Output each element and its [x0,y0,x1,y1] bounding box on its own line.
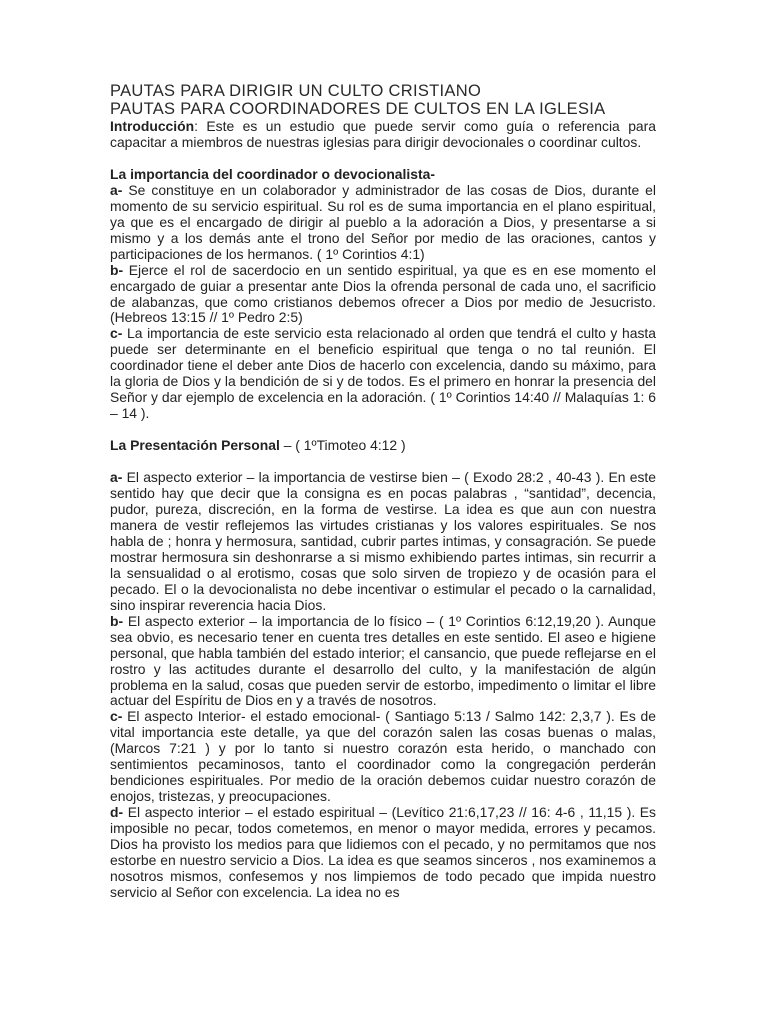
section1-item-a [110,183,656,263]
item-label: c- [110,708,123,725]
section2-item-d [110,805,656,901]
intro-paragraph [110,119,656,151]
item-label: c- [110,325,123,342]
item-text: El aspecto interior – el estado espiritual – (Levítico 21:6,17,23 // 16: 4-6 , 11,15 ). Es imposible no pecar, todos cometemos, en menor o mayor medida, errores y pecamos. Dios ha provisto los medios para que lidiemos con el pecado, y no permitamos que nos estorbe en nuestro servicio a Dios. La idea es que seamos sinceros , nos examinemos a nosotros mismos, confesemos y nos limpiemos de todo pecado que impida nuestro servicio al Señor con excelencia. La idea no es [110,804,656,900]
intro-label: Introducción [110,118,195,134]
section2-item-b [110,614,656,710]
section2-heading-ref: – ( 1ºTimoteo 4:12 ) [279,437,406,454]
item-text: El aspecto exterior – la importancia de lo físico – ( 1º Corintios 6:12,19,20 ). Aunque sea obvio, es necesario tener en cuenta tres detalles en este sentido. El aseo e higiene personal, que habla también del estado interior; el cansancio, que puede reflejarse en el rostro y las actitudes durante el desarrollo del culto, y la manifestación de algún problema en la salud, cosas que pueden servir de estorbo, impedimento o limitar el libre actuar del Espíritu de Dios en y a través de nosotros. [110,612,656,709]
item-label: d- [110,804,124,821]
item-text: Ejerce el rol de sacerdocio en un sentido espiritual, ya que es en ese momento el encargado de guiar a presentar ante Dios la ofrenda personal de cada uno, el sacrificio de alabanzas, que como cristianos debemos ofrecer a Dios por medio de Jesucristo. (Hebreos 13:15 // 1º Pedro 2:5) [110,261,656,326]
section1-item-c [110,326,656,422]
section2-heading: La Presentación Personal [110,437,280,454]
section2-item-c [110,709,656,805]
spacer [110,454,656,470]
item-label: a- [110,469,123,486]
item-label: b- [110,612,124,629]
section1-heading: La importancia del coordinador o devocionalista- [110,165,435,182]
item-label: b- [110,261,124,278]
document-title: PAUTAS PARA DIRIGIR UN CULTO CRISTIANO [110,82,482,100]
item-text: El aspecto Interior- el estado emocional- ( Santiago 5:13 / Salmo 142: 2,3,7 ). Es de vital importancia este detalle, ya que del corazón salen las cosas buenas o malas, (Marcos 7:21 ) y por lo tanto si nuestro corazón esta herido, o manchado con sentimientos pecaminosos, tanto el coordinador como la congregación perderán bendiciones espirituales. Por medio de la oración debemos cuidar nuestro corazón de enojos, tristezas, y preocupaciones. [110,708,656,805]
intro-text: : Este es un estudio que puede servir como guía o referencia para capacitar a miembros de nuestras iglesias para dirigir devocionales o coordinar cultos. [110,118,656,150]
item-label: a- [110,181,123,198]
section2-heading-line [110,438,656,454]
document-subtitle: PAUTAS PARA COORDINADORES DE CULTOS EN LA IGLESIA [110,100,606,118]
item-text: Se constituye en un colaborador y administrador de las cosas de Dios, durante el momento de su servicio espiritual. Su rol es de suma importancia en el plano espiritual, ya que es el encargado de dirigir al pueblo a la adoración a Dios, y presentarse a si mismo y a los demás ante el trono del Señor por medio de las oraciones, cantos y participaciones de los hermanos. ( 1º Corintios 4:1) [110,181,656,262]
spacer [110,422,656,438]
section1-item-b [110,263,656,327]
item-text: La importancia de este servicio esta relacionado al orden que tendrá el culto y hasta puede ser determinante en el beneficio espiritual que tenga o no tal reunión. El coordinador tiene el deber ante Dios de hacerlo con excelencia, dando su máximo, para la gloria de Dios y la bendición de si y de todos. Es el primero en honrar la presencia del Señor y dar ejemplo de excelencia en la adoración. ( 1º Corintios 14:40 // Malaquías 1: 6 – 14 ). [110,325,656,422]
spacer [110,151,656,167]
section2-item-a [110,470,656,614]
item-text: El aspecto exterior – la importancia de vestirse bien – ( Exodo 28:2 , 40-43 ). En este sentido hay que decir que la consigna es en pocas palabras , “santidad”, decencia, pudor, pureza, discreción, en la forma de vestirse. La idea es que aun con nuestra manera de vestir reflejemos las virtudes cristianas y los valores espirituales. Se nos habla de ; honra y hermosura, santidad, cubrir partes intimas, y consagración. Se puede mostrar hermosura sin deshonrarse a si mismo exhibiendo partes intimas, sin recurrir a la sensualidad o al erotismo, cosas que solo sirven de tropiezo y de ocasión para el pecado. El o la devocionalista no debe incentivar o estimular el pecado o la carnalidad, sino inspirar reverencia hacia Dios. [110,469,656,613]
